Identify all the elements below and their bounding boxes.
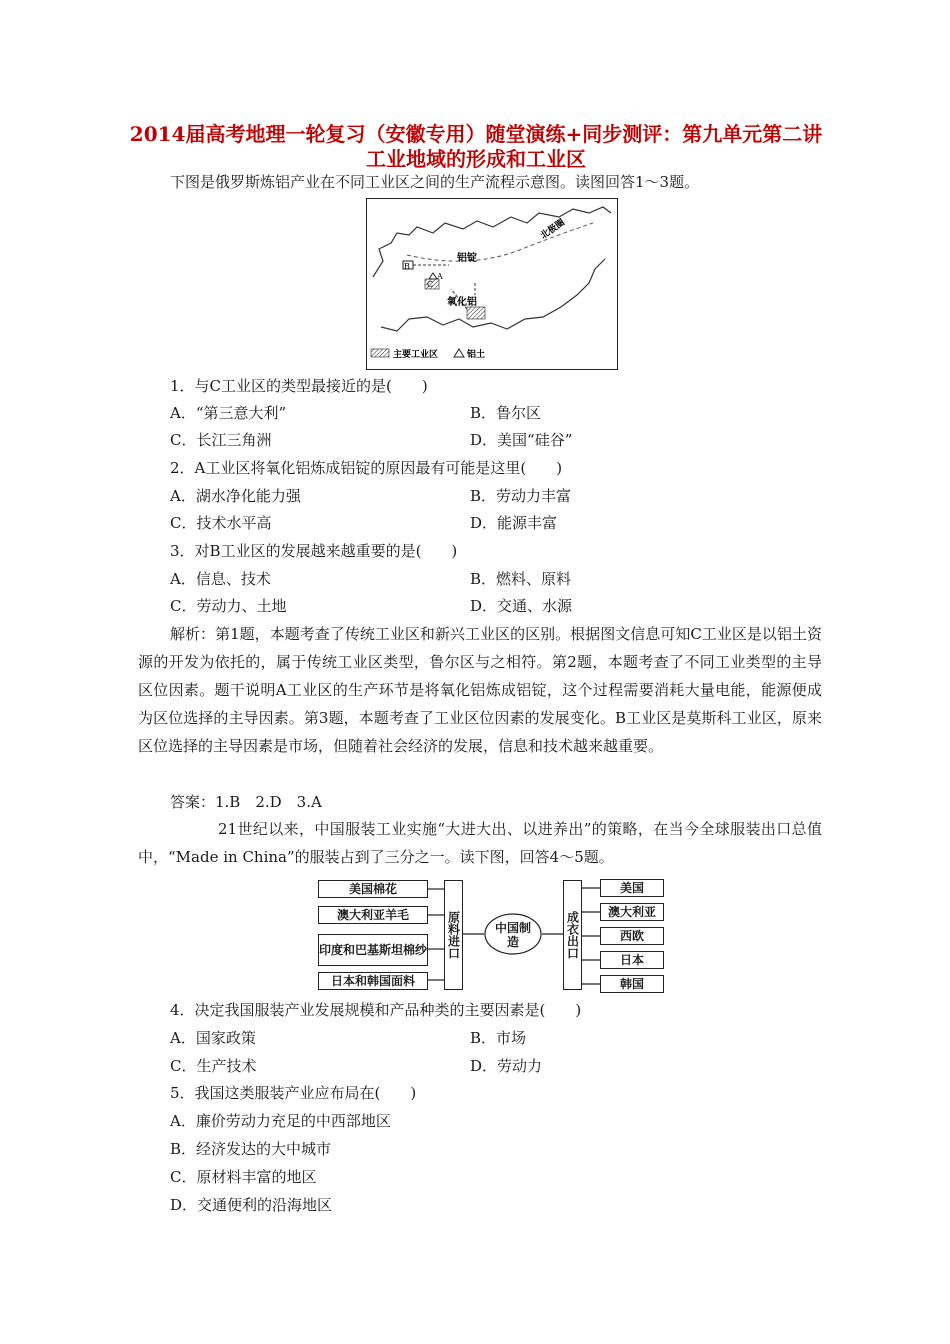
output-australia: 澳大利亚 [600,903,664,921]
q5-option-c: C．原材料丰富的地区 [170,1168,317,1186]
output-japan: 日本 [600,951,664,969]
output-korea: 韩国 [600,975,664,993]
map-label-ingot: 铝锭 [457,253,477,264]
q3-option-d: D．交通、水源 [470,597,573,615]
map-label-b: B [404,262,410,271]
answer-line: 答案：1.B 2.D 3.A [170,793,322,811]
raw-material-import-box: 原料进口 [444,880,463,990]
q3-option-a: A．信息、技术 [170,570,271,588]
q4-stem: 4．决定我国服装产业发展规模和产品种类的主要因素是( ) [170,1001,582,1019]
q2-stem: 2．A工业区将氧化铝炼成铝锭的原因最有可能是这里( ) [170,459,563,477]
q1-option-a: A．“第三意大利” [170,404,287,422]
q5-stem: 5．我国这类服装产业应布局在( ) [170,1084,417,1102]
analysis-paragraph: 解析：第1题，本题考查了传统工业区和新兴工业区的区别。根据图文信息可知C工业区是以铝土资源的开发为依托的，属于传统工业区类型，鲁尔区与之相符。第2题，本题考查了不同工业类型的主导区位因素。题干说明A工业区的生产环节是将氧化铝炼成铝锭，这个过程需要消耗大量电能，能源便成为区位选择的主导因素。第3题，本题考查了工业区位因素的发展变化。B工业区是莫斯科工业区，原来区位选择的主导因素是市场，但随着社会经济的发展，信息和技术越来越重要。 [138,625,822,755]
q5-option-a: A．廉价劳动力充足的中西部地区 [170,1112,391,1130]
q1-option-b: B．鲁尔区 [470,404,542,422]
q4-option-b: B．市场 [470,1029,527,1047]
q3-option-b: B．燃料、原料 [470,570,572,588]
input-australia-wool: 澳大利亚羊毛 [318,906,428,924]
q3-stem: 3．对B工业区的发展越来越重要的是( ) [170,542,458,560]
legend-bauxite: 铝土 [467,350,486,360]
map-label-a: A [437,272,443,281]
russia-aluminum-map [366,198,618,370]
q5-option-b: B．经济发达的大中城市 [170,1140,332,1158]
legend-industrial-zone: 主要工业区 [393,350,439,360]
q2-option-b: B．劳动力丰富 [470,487,572,505]
input-us-cotton: 美国棉花 [318,880,428,898]
q3-option-c: C．劳动力、土地 [170,597,287,615]
q2-option-c: C．技术水平高 [170,514,272,532]
q1-stem: 1．与C工业区的类型最接近的是( ) [170,377,428,395]
map-label-alumina: 氧化铝 [447,297,477,308]
q2-option-d: D．能源丰富 [470,514,558,532]
q1-option-c: C．长江三角洲 [170,431,272,449]
q1-option-d: D．美国“硅谷” [470,431,573,449]
map-label-c: C [427,280,434,289]
q4-option-a: A．国家政策 [170,1029,256,1047]
input-india-pakistan-yarn: 印度和巴基斯坦棉纱 [318,934,428,966]
q5-option-d: D．交通便利的沿海地区 [170,1196,333,1214]
page-title: 2014届高考地理一轮复习（安徽专用）随堂演练+同步测评：第九单元第二讲 工业地域的形成和工业区 [129,122,823,171]
southern-border [381,259,605,331]
intro-text-1: 下图是俄罗斯炼铝产业在不同工业区之间的生产流程示意图。读图回答1～3题。 [170,173,700,191]
output-western-europe: 西欧 [600,927,664,945]
garment-flow-diagram [316,876,670,994]
input-japan-korea-fabric: 日本和韩国面料 [318,972,428,990]
q4-option-c: C．生产技术 [170,1057,257,1075]
output-usa: 美国 [600,879,664,897]
made-in-china-label: 中国制造 [494,921,531,949]
intro-text-2: 21世纪以来，中国服装工业实施“大进大出、以进养出”的策略，在当今全球服装出口总值中，“Made in China”的服装占到了三分之一。读下图，回答4～5题。 [138,820,822,866]
map-label-arctic: 北极圈 [538,217,567,242]
q2-option-a: A．湖水净化能力强 [170,487,301,505]
q4-option-d: D．劳动力 [470,1057,543,1075]
arctic-circle [407,223,593,261]
garment-export-box: 成衣出口 [563,880,582,990]
map-drawing [367,199,617,369]
